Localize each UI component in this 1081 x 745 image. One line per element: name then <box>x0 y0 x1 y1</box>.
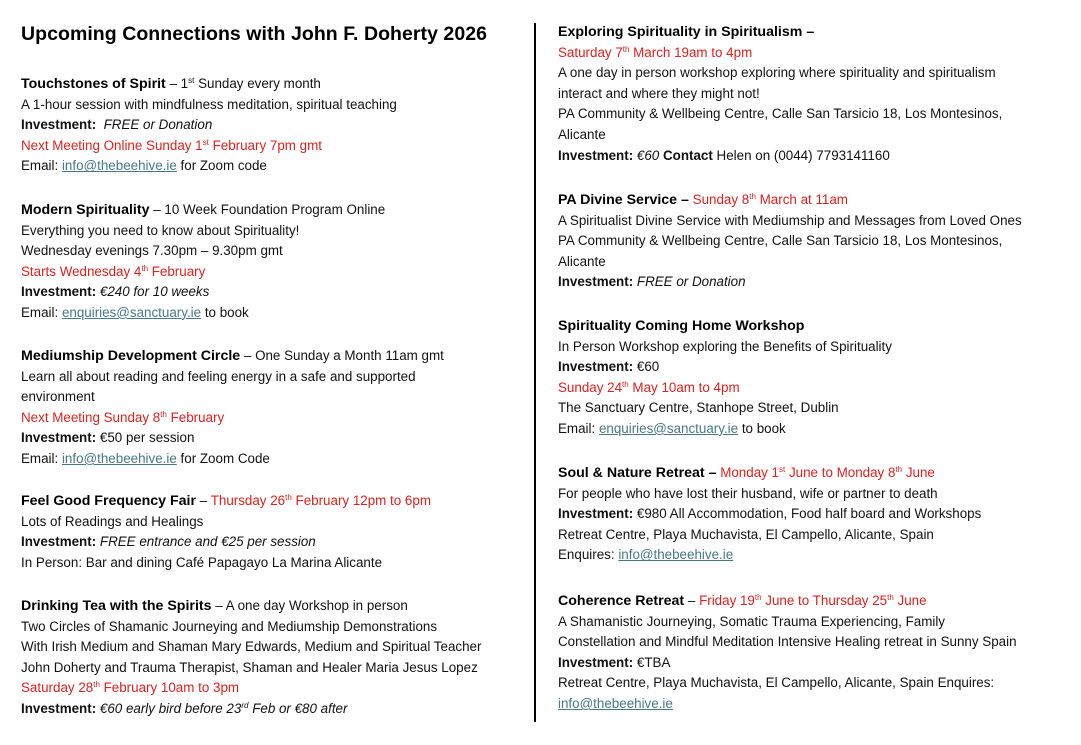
event-investment: Investment: €60 <box>558 359 660 375</box>
email-link[interactable]: info@thebeehive.ie <box>558 695 673 711</box>
event-title: Drinking Tea with the Spirits <box>21 598 212 614</box>
event-title: Mediumship Development Circle <box>21 348 241 364</box>
event-date: Sunday 24th May 10am to 4pm <box>558 379 740 395</box>
event-date: Saturday 28th February 10am to 3pm <box>21 680 240 696</box>
event-description: Learn all about reading and feeling energy in a safe and supported environment <box>21 368 416 405</box>
event-email: Email: info@thebeehive.ie for Zoom Code <box>21 450 270 466</box>
event-email: Email: enquiries@sanctuary.ie to book <box>558 420 786 436</box>
event-investment: Investment: €60 early bird before 23rd Feb or €80 after <box>21 700 348 716</box>
event-title: Exploring Spirituality in Spiritualism – <box>558 24 815 40</box>
event-date: Saturday 7th March 19am to 4pm <box>558 44 753 60</box>
event-subtitle: 10 Week Foundation Program Online <box>164 202 386 217</box>
event-date: Next Meeting Sunday 8th February <box>21 409 225 425</box>
event-description: A Spiritualist Divine Service with Mediumship and Messages from Loved Ones <box>558 212 1022 228</box>
email-link[interactable]: info@thebeehive.ie <box>618 547 734 563</box>
event-pa-divine-service <box>558 190 1038 293</box>
event-subtitle: A one day Workshop in person <box>225 598 408 613</box>
column-divider <box>534 23 536 722</box>
event-date: Starts Wednesday 4th February <box>21 263 206 279</box>
event-location: PA Community & Wellbeing Centre, Calle San Tarsicio 18, Los Montesinos, Alicante <box>558 106 1003 142</box>
event-email: Enquires: info@thebeehive.ie <box>558 547 734 563</box>
event-description: Everything you need to know about Spirituality! <box>21 222 300 238</box>
event-title: Touchstones of Spirit <box>21 76 166 92</box>
page-title: Upcoming Connections with John F. Doherty 2026 <box>21 23 488 45</box>
event-description: A one day in person workshop exploring where spirituality and spiritualism interact and where they might not! <box>558 65 996 101</box>
event-spirituality-coming-home-workshop <box>558 316 892 440</box>
event-location: PA Community & Wellbeing Centre, Calle San Tarsicio 18, Los Montesinos, Alicante <box>558 233 1003 269</box>
event-date: Monday 1st June to Monday 8th June <box>720 465 935 480</box>
event-investment: Investment: FREE entrance and €25 per session <box>21 534 316 550</box>
event-touchstones-of-spirit <box>21 74 397 177</box>
event-contact: Helen on (0044) 7793141160 <box>716 147 890 163</box>
event-title: Spirituality Coming Home Workshop <box>558 318 805 334</box>
email-link[interactable]: enquiries@sanctuary.ie <box>598 420 739 436</box>
event-date: Thursday 26th February 12pm to 6pm <box>210 493 431 508</box>
event-investment: Investment: €240 for 10 weeks <box>21 284 210 300</box>
event-coherence-retreat: Coherence Retreat – Friday 19th June to Thursday 25th June A Shamanistic Journeying, Somatic Trauma Experiencing, Family Constellation and Mindful Meditation Intensive Healing retreat in Sunny Spain Investment: €TBA Retreat Centre, Playa Muchavista, El Campello, Alicante, Spain Enquires: info@thebeehive.ie <box>558 591 1017 715</box>
event-date: Friday 19th June to Thursday 25th June <box>699 593 927 608</box>
event-description: John Doherty and Trauma Therapist, Shaman and Healer Maria Jesus Lopez <box>21 659 478 675</box>
event-email: Email: enquiries@sanctuary.ie to book <box>21 304 249 320</box>
event-description: Two Circles of Shamanic Journeying and Mediumship Demonstrations <box>21 618 438 634</box>
event-description: For people who have lost their husband, wife or partner to death <box>558 485 938 501</box>
event-title: PA Divine Service – <box>558 192 689 208</box>
event-subtitle: 1st Sunday every month <box>180 76 321 91</box>
event-investment: Investment: €TBA <box>558 654 671 670</box>
event-description: Lots of Readings and Healings <box>21 513 204 529</box>
event-investment: Investment: FREE or Donation <box>558 274 746 290</box>
event-title: Soul & Nature Retreat – <box>558 465 717 481</box>
event-location: Retreat Centre, Playa Muchavista, El Campello, Alicante, Spain Enquires: <box>558 675 995 691</box>
event-mediumship-development-circle: Mediumship Development Circle – One Sunday a Month 11am gmt Learn all about reading and feeling energy in a safe and supported environment Next Meeting Sunday 8th February Investment: €50 per session Email: info@thebeehive.ie for Zoom Code <box>21 346 444 470</box>
email-link[interactable]: info@thebeehive.ie <box>61 450 177 466</box>
event-investment: Investment: €50 per session <box>21 430 195 446</box>
event-exploring-spirituality-in-spiritualism <box>558 22 1038 166</box>
event-soul-and-nature-retreat <box>558 463 981 566</box>
event-feel-good-frequency-fair: Feel Good Frequency Fair – Thursday 26th February 12pm to 6pm Lots of Readings and Healings Investment: FREE entrance and €25 per session In Person: Bar and dining Café Papagayo La Marina Alicante <box>21 491 431 573</box>
event-date: Sunday 8th March at 11am <box>692 192 848 207</box>
event-title: Feel Good Frequency Fair <box>21 493 197 509</box>
event-investment: Investment: FREE or Donation <box>21 117 213 133</box>
event-description: In Person Workshop exploring the Benefits of Spirituality <box>558 338 892 354</box>
event-title: Modern Spirituality <box>21 202 150 218</box>
event-description: A 1-hour session with mindfulness meditation, spiritual teaching <box>21 96 397 112</box>
event-investment: Investment: €980 All Accommodation, Food half board and Workshops <box>558 506 982 522</box>
event-description: Constellation and Mindful Meditation Intensive Healing retreat in Sunny Spain <box>558 634 1017 650</box>
event-location: In Person: Bar and dining Café Papagayo La Marina Alicante <box>21 554 383 570</box>
email-link[interactable]: info@thebeehive.ie <box>61 158 177 174</box>
event-drinking-tea-with-the-spirits: Drinking Tea with the Spirits – A one day Workshop in person Two Circles of Shamanic Journeying and Mediumship Demonstrations With Irish Medium and Shaman Mary Edwards, Medium and Spiritual Teacher John Doherty and Trauma Therapist, Shaman and Healer Maria Jesus Lopez Saturday 28th February 10am to 3pm Investment: €60 early bird before 23rd Feb or €80 after <box>21 596 481 720</box>
dash: – <box>165 76 181 91</box>
event-location: The Sanctuary Centre, Stanhope Street, Dublin <box>558 400 839 416</box>
email-link[interactable]: enquiries@sanctuary.ie <box>61 304 202 320</box>
event-email <box>558 694 1017 715</box>
event-description: With Irish Medium and Shaman Mary Edwards, Medium and Spiritual Teacher <box>21 639 482 655</box>
event-description: A Shamanistic Journeying, Somatic Trauma Experiencing, Family <box>558 613 946 629</box>
event-email: Email: info@thebeehive.ie for Zoom code <box>21 158 267 174</box>
event-investment: Investment: €60 Contact Helen on (0044) 7793141160 <box>558 147 890 163</box>
event-location: Retreat Centre, Playa Muchavista, El Campello, Alicante, Spain <box>558 526 934 542</box>
event-schedule: Wednesday evenings 7.30pm – 9.30pm gmt <box>21 243 283 259</box>
event-subtitle: One Sunday a Month 11am gmt <box>255 348 444 363</box>
event-title: Coherence Retreat <box>558 593 685 609</box>
event-date: Next Meeting Online Sunday 1st February 7pm gmt <box>21 137 322 153</box>
event-modern-spirituality: Modern Spirituality – 10 Week Foundation Program Online Everything you need to know about Spirituality! Wednesday evenings 7.30pm – 9.30pm gmt Starts Wednesday 4th February Investment: €240 for 10 weeks Email: enquiries@sanctuary.ie to book <box>21 200 385 324</box>
